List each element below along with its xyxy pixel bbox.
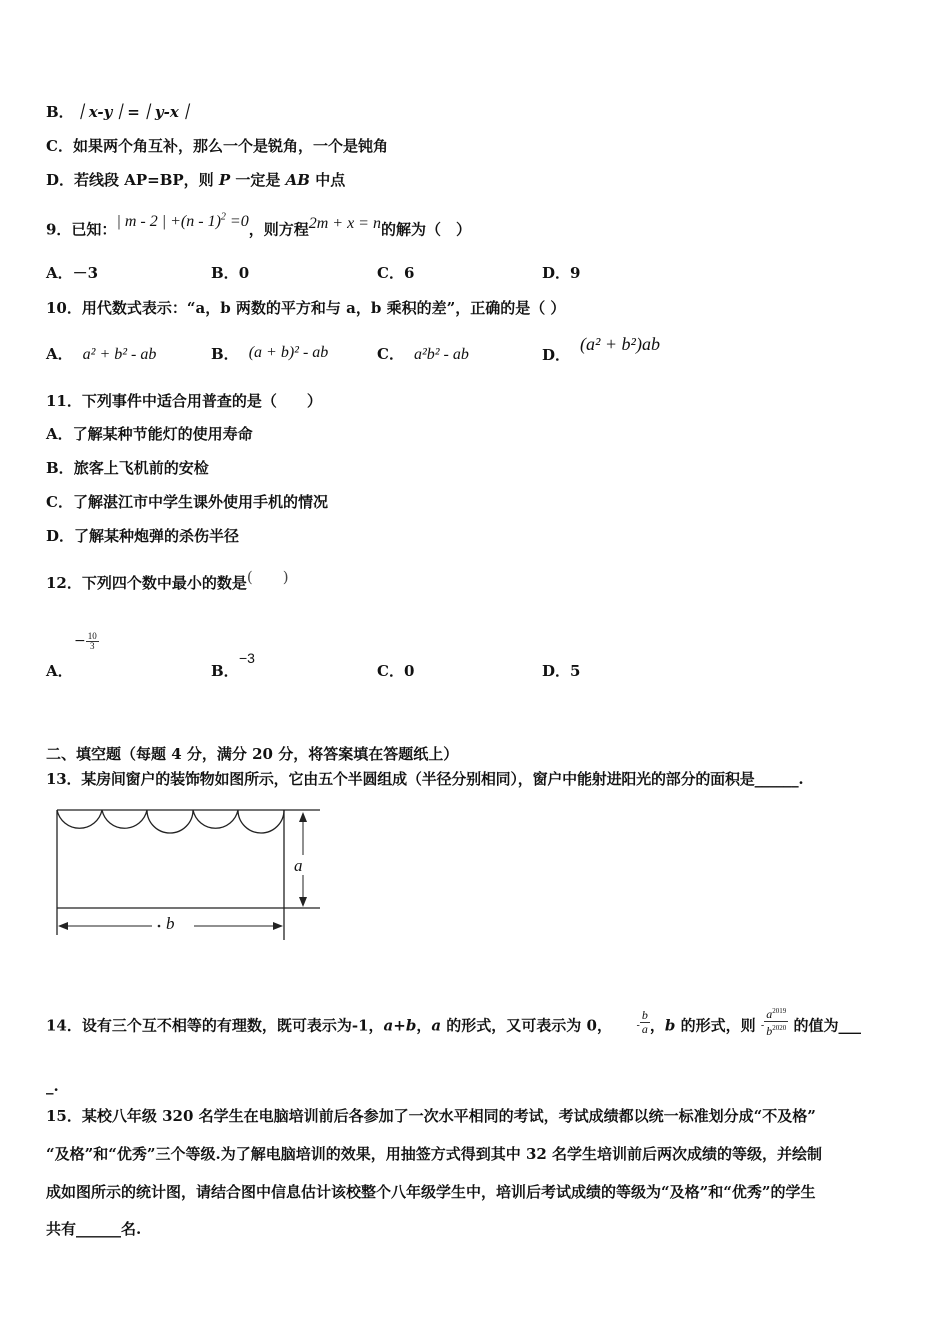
q12-option-a: A． xyxy=(46,662,73,680)
q10-option-a: A． a² + b² - ab xyxy=(46,345,157,363)
q11-option-d: D．了解某种炮弹的杀伤半径 xyxy=(46,527,240,545)
q9-option-b: B．0 xyxy=(211,264,250,282)
q10-option-b: B． (a + b)² - ab xyxy=(211,344,329,363)
q8-option-d: D．若线段 AP=BP，则 P 一定是 AB 中点 xyxy=(46,171,346,189)
q11-option-b: B．旅客上飞机前的安检 xyxy=(46,459,209,477)
q12-option-d: D．5 xyxy=(542,662,581,680)
q13-label-a: a xyxy=(294,856,303,875)
q9-option-d: D．9 xyxy=(542,264,581,282)
q12-stem: 12．下列四个数中最小的数是( ) xyxy=(46,568,289,592)
q8-option-c: C．如果两个角互补，那么一个是锐角，一个是钝角 xyxy=(46,137,388,155)
q11-option-c: C．了解湛江市中学生课外使用手机的情况 xyxy=(46,493,328,511)
q10-option-d: D．(a² + b²)ab xyxy=(542,334,660,364)
q15-line-3: 成如图所示的统计图，请结合图中信息估计该校整个八年级学生中，培训后考试成绩的等级为“及格”和“优秀”的学生 xyxy=(46,1183,816,1201)
q11-stem: 11．下列事件中适合用普查的是（ ） xyxy=(46,392,322,410)
q13-label-b: b xyxy=(166,914,175,933)
q9-option-a: A．－3 xyxy=(46,264,99,282)
q15-line-4: 共有______名. xyxy=(46,1220,142,1238)
q12-option-b: B． xyxy=(211,662,239,680)
q9-condition: | m - 2 | +(n - 1)$^2$ =0 xyxy=(116,212,249,231)
q12-option-b-value: −3 xyxy=(239,650,255,666)
q8-option-c-text: 如果两个角互补，那么一个是锐角，一个是钝角 xyxy=(72,137,388,155)
q10-stem: 10．用代数式表示：“a，b 两数的平方和与 a，b 乘积的差”，正确的是（ ） xyxy=(46,299,566,317)
q9-stem: 9．已知：| m - 2 | +(n - 1)$^2$ =0，则方程2m + x = n的解为（ ） xyxy=(46,212,471,239)
q14-continuation: _. xyxy=(46,1077,59,1095)
q13-window-figure xyxy=(50,802,325,942)
q10-option-c: C． a²b² - ab xyxy=(377,345,469,363)
section-2-title: 二、填空题（每题 4 分，满分 20 分，将答案填在答题纸上） xyxy=(46,745,459,763)
q15-line-2: “及格”和“优秀”三个等级.为了解电脑培训的效果，用抽签方式得到其中 32 名学生培训前后两次成绩的等级，并绘制 xyxy=(46,1145,823,1163)
q9-option-c: C．6 xyxy=(377,264,415,282)
q12-option-c: C．0 xyxy=(377,662,415,680)
q11-option-a: A．了解某种节能灯的使用寿命 xyxy=(46,425,253,443)
q12-option-a-value: − $\frac{10}{3}$ xyxy=(74,630,97,651)
q8-option-b: B．｜x-y｜=｜y-x｜ xyxy=(46,103,194,121)
q14-stem: 14．设有三个互不相等的有理数，既可表示为-1，a+b，a 的形式，又可表示为 0， - $\frac{b}{a}$ ，b 的形式，则 - $\frac{a^{2019}}{b^{2020}}$ 的值为___ xyxy=(46,1007,861,1038)
q9-equation: 2m + x = n xyxy=(308,215,381,233)
q8-option-b-text: ｜x-y｜=｜y-x｜ xyxy=(73,103,194,121)
q13-stem: 13．某房间窗户的装饰物如图所示，它由五个半圆组成（半径分别相同），窗户中能射进阳光的部分的面积是______. xyxy=(46,770,804,788)
q15-line-1: 15．某校八年级 320 名学生在电脑培训前后各参加了一次水平相同的考试，考试成绩都以统一标准划分成“不及格” xyxy=(46,1107,816,1125)
